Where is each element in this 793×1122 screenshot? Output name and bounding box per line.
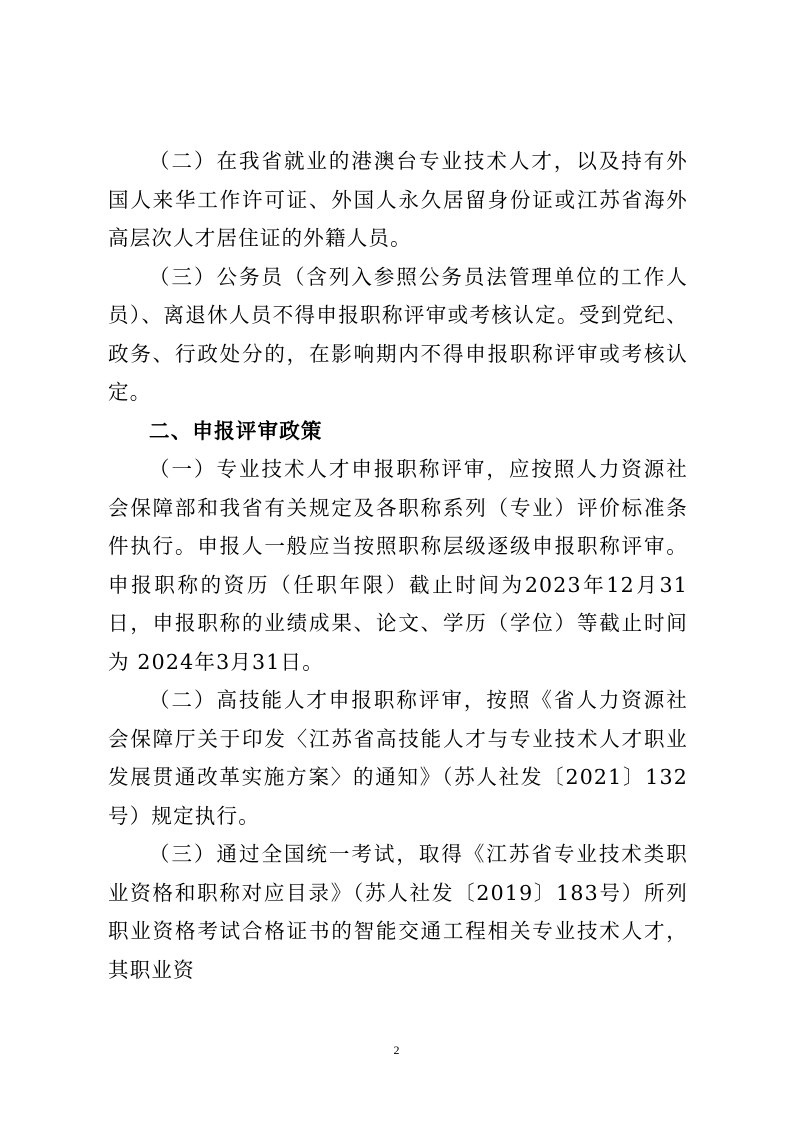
paragraph-national-exam: （三）通过全国统一考试，取得《江苏省专业技术类职业资格和职称对应目录》（苏人社发〔2019〕183号）所列职业资格考试合格证书的智能交通工程相关专业技术人才，其职业资: [108, 842, 688, 982]
paragraph-skilled-talent: （二）高技能人才申报职称评审，按照《省人力资源社会保障厅关于印发〈江苏省高技能人才与专业技术人才职业发展贯通改革实施方案〉的通知》（苏人社发〔2021〕132 号）规定执行。: [108, 688, 688, 828]
section-heading: 二、申报评审政策: [149, 418, 323, 443]
document-body: [108, 142, 688, 989]
paragraph-professional-talent: （一）专业技术人才申报职称评审，应按照人力资源社会保障部和我省有关规定及各职称系列（专业）评价标准条件执行。申报人一般应当按照职称层级逐级申报职称评审。申报职称的资历（任职年限）截止时间为2023年12月31日，申报职称的业绩成果、论文、学历（学位）等截止时间为 2024年3月31日。: [108, 457, 688, 674]
paragraph-civil-servants: （三）公务员（含列入参照公务员法管理单位的工作人员）、离退休人员不得申报职称评审或考核认定。受到党纪、政务、行政处分的，在影响期内不得申报职称评审或考核认定。: [108, 264, 688, 404]
paragraph-foreign-talent: （二）在我省就业的港澳台专业技术人才，以及持有外国人来华工作许可证、外国人永久居留身份证或江苏省海外高层次人才居住证的外籍人员。: [108, 149, 688, 250]
page-number: 2: [393, 1043, 400, 1057]
